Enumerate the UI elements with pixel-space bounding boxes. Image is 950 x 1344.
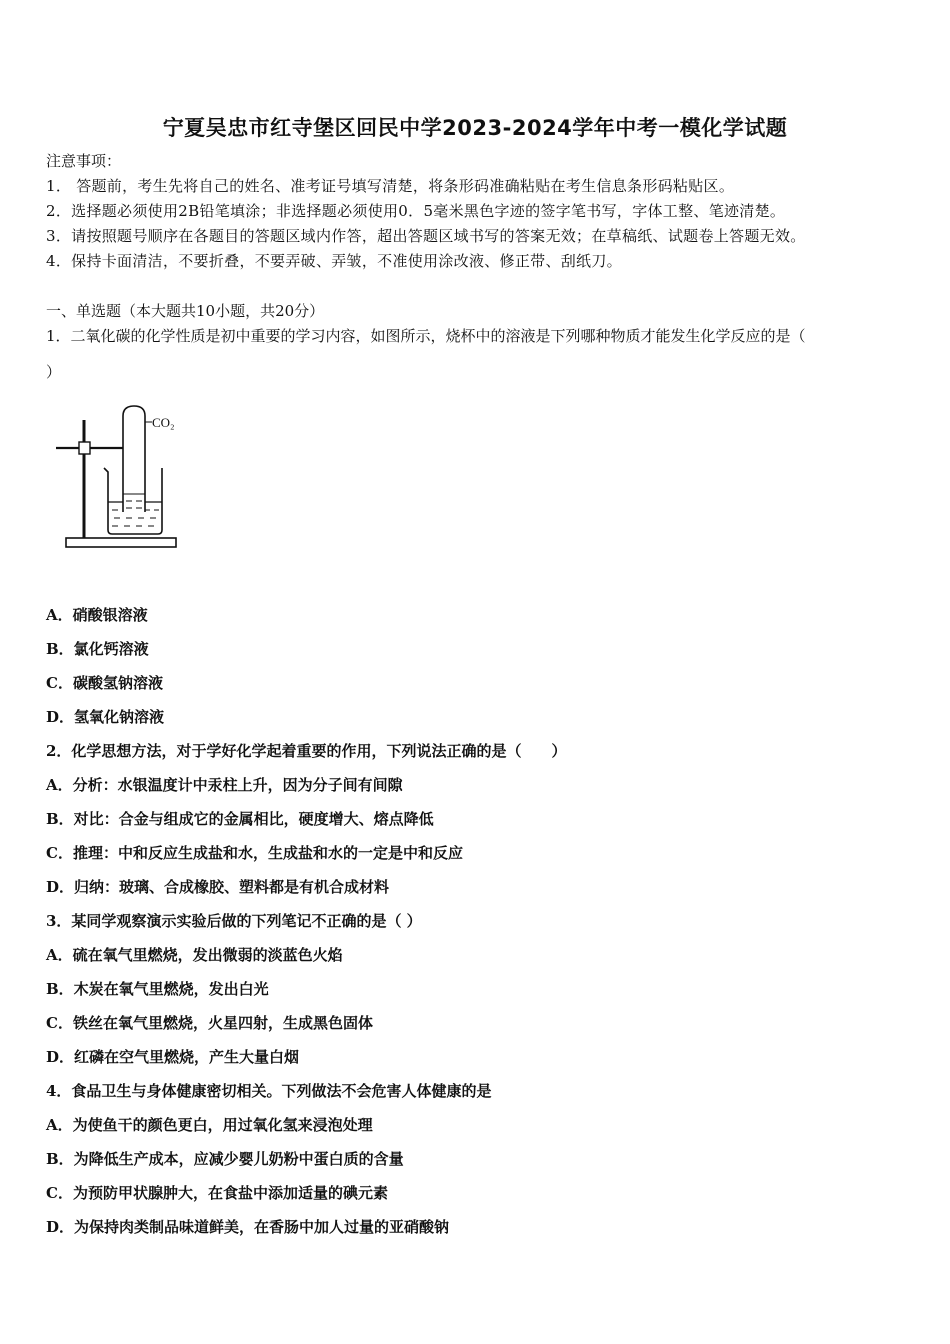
q3-option-a: A．硫在氧气里燃烧，发出微弱的淡蓝色火焰 [46,946,343,964]
q4-option-c: C．为预防甲状腺肿大，在食盐中添加适量的碘元素 [46,1184,388,1202]
stand-base [66,538,176,547]
clamp-boss [79,442,90,454]
question-2-stem: 2．化学思想方法，对于学好化学起着重要的作用，下列说法正确的是（ ） [46,742,567,760]
question-1-stem-cont: ） [46,363,62,381]
co2-apparatus-diagram [52,402,192,554]
page-title: 宁夏吴忠市红寺堡区回民中学2023-2024学年中考一模化学试题 [162,116,788,140]
beaker-liquid-hatching [112,510,159,526]
q4-option-a: A．为使鱼干的颜色更白，用过氧化氢来浸泡处理 [46,1116,373,1134]
q2-option-d: D．归纳：玻璃、合成橡胶、塑料都是有机合成材料 [46,878,390,896]
notice-heading: 注意事项： [46,152,122,170]
q4-option-d: D．为保持肉类制品味道鲜美，在香肠中加人过量的亚硝酸钠 [46,1218,450,1236]
q2-option-c: C．推理：中和反应生成盐和水，生成盐和水的一定是中和反应 [46,844,463,862]
q2-option-a: A．分析：水银温度计中汞柱上升，因为分子间有间隙 [46,776,403,794]
section-heading: 一、单选题（本大题共10小题，共20分） [46,302,325,320]
question-4-stem: 4．食品卫生与身体健康密切相关。下列做法不会危害人体健康的是 [46,1082,492,1100]
q4-option-b: B．为降低生产成本，应减少婴儿奶粉中蛋白质的含量 [46,1150,404,1168]
test-tube [123,406,145,512]
q3-option-d: D．红磷在空气里燃烧，产生大量白烟 [46,1048,300,1066]
co2-label: CO₂ [152,415,175,430]
notice-item-4: 4．保持卡面清洁，不要折叠，不要弄破、弄皱，不准使用涂改液、修正带、刮纸刀。 [46,252,622,270]
q3-option-c: C．铁丝在氧气里燃烧，火星四射，生成黑色固体 [46,1014,373,1032]
q1-option-d: D．氢氧化钠溶液 [46,708,165,726]
q3-option-b: B．木炭在氧气里燃烧，发出白光 [46,980,269,998]
question-1-stem: 1．二氧化碳的化学性质是初中重要的学习内容，如图所示，烧杯中的溶液是下列哪种物质才能发生化学反应的是（ [46,327,806,345]
notice-item-2: 2．选择题必须使用2B铅笔填涂；非选择题必须使用0．5毫米黑色字迹的签字笔书写，字体工整、笔迹清楚。 [46,202,786,220]
q1-option-c: C．碳酸氢钠溶液 [46,674,163,692]
q1-option-b: B．氯化钙溶液 [46,640,149,658]
question-3-stem: 3．某同学观察演示实验后做的下列笔记不正确的是（ ） [46,912,422,930]
q1-option-a: A．硝酸银溶液 [46,606,148,624]
notice-item-1: 1． 答题前，考生先将自己的姓名、准考证号填写清楚，将条形码准确粘贴在考生信息条形码粘贴区。 [46,177,735,195]
q2-option-b: B．对比：合金与组成它的金属相比，硬度增大、熔点降低 [46,810,434,828]
notice-item-3: 3．请按照题号顺序在各题目的答题区域内作答，超出答题区域书写的答案无效；在草稿纸、试题卷上答题无效。 [46,227,806,245]
